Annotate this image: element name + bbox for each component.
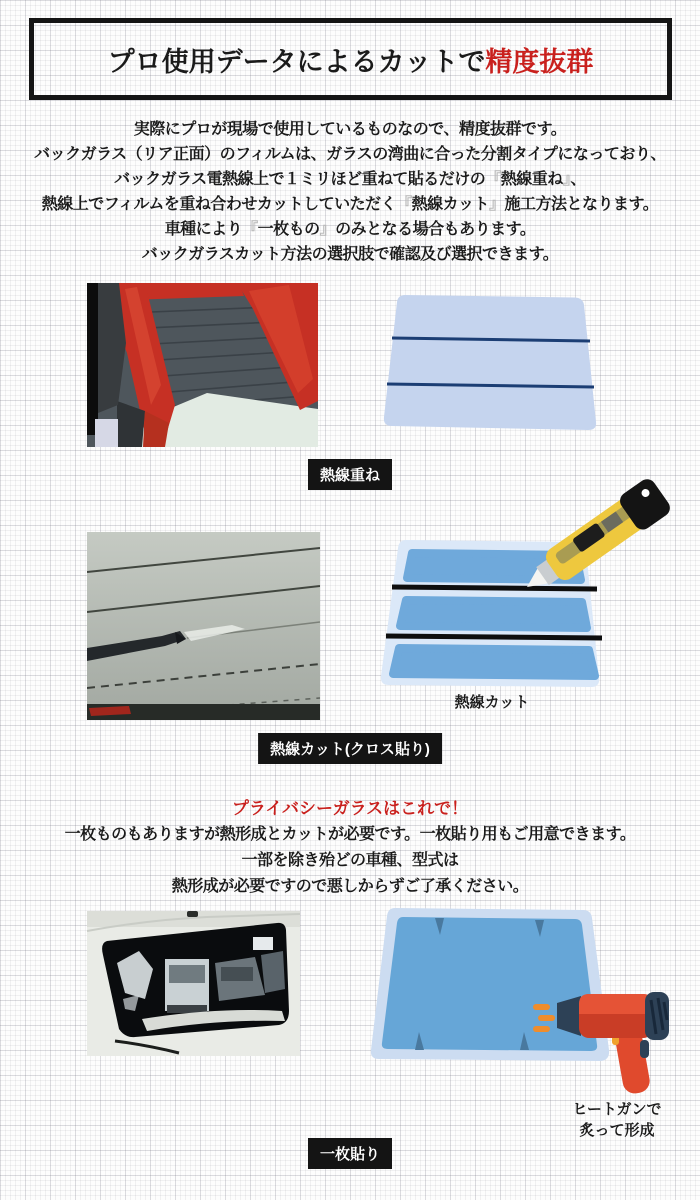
- photo-defogger-line-closeup: [87, 532, 320, 720]
- intro-line: バックガラス電熱線上で１ミリほど重ねて貼るだけの『熱線重ね』、: [114, 171, 586, 188]
- privacy-line: 一部を除き殆どの車種、型式は: [241, 852, 459, 869]
- privacy-section: [0, 796, 700, 900]
- intro-line: 熱線上でフィルムを重ね合わせカットしていただく『熱線カット』施工方法となります。: [41, 196, 659, 213]
- caption-heat-gun-line2: 炙って形成: [579, 1122, 655, 1139]
- label-heat-wire-overlap: 熱線重ね: [308, 459, 392, 490]
- caption-heat-gun-line1: ヒートガンで: [572, 1101, 662, 1118]
- diagram-film-one-piece: [365, 900, 675, 1100]
- intro-line: バックガラスカット方法の選択肢で確認及び選択できます。: [141, 246, 559, 263]
- page-title: [108, 40, 594, 79]
- intro-line: 実際にプロが現場で使用しているものなので、精度抜群です。: [133, 121, 567, 138]
- intro-line: 車種により『一枚もの』のみとなる場合もあります。: [164, 221, 536, 238]
- caption-heat-gun: [557, 1099, 677, 1141]
- diagram-film-three-piece: [372, 286, 603, 438]
- label-heat-wire-cut-cross: 熱線カット(クロス貼り): [258, 733, 442, 764]
- privacy-line: 熱形成が必要ですので悪しからずご了承ください。: [171, 878, 529, 895]
- caption-heat-wire-cut: 熱線カット: [454, 694, 530, 711]
- utility-knife-icon: [515, 476, 672, 604]
- intro-line: バックガラス（リア正面）のフィルムは、ガラスの湾曲に合った分割タイプになっており、: [34, 146, 666, 163]
- photo-red-car-rear-window: [87, 283, 318, 447]
- privacy-title: プライバシーガラスはこれで！: [231, 799, 469, 818]
- intro-paragraph: [0, 117, 700, 267]
- page-title-accent: 精度抜群: [485, 46, 594, 77]
- photo-privacy-glass-car: [87, 911, 300, 1056]
- header-box: [29, 18, 672, 100]
- diagram-film-heat-wire-cut: [372, 472, 672, 712]
- page-title-text: プロ使用データによるカットで: [107, 46, 486, 77]
- label-one-piece: 一枚貼り: [308, 1138, 392, 1169]
- privacy-line: 一枚ものもありますが熱形成とカットが必要です。一枚貼り用もご用意できます。: [64, 826, 636, 843]
